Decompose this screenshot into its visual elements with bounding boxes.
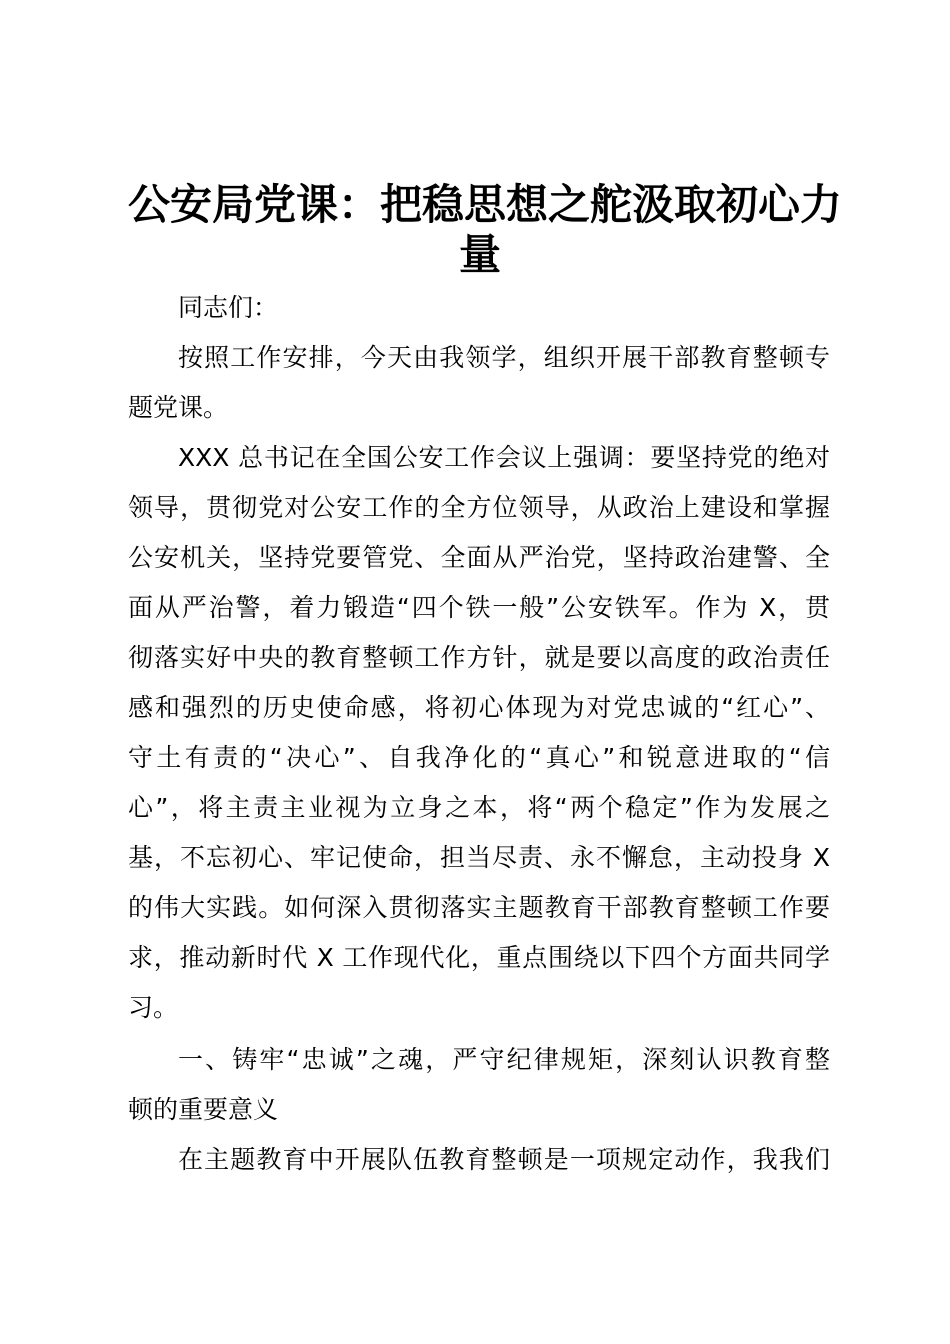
text-line: 彻落实好中央的教育整顿工作方针，就是要以高度的政治责任: [128, 643, 830, 672]
text-line: 习。: [128, 993, 179, 1022]
salutation-paragraph: [128, 283, 830, 333]
text-line: 领导，贯彻党对公安工作的全方位领导，从政治上建设和掌握: [128, 493, 830, 522]
text-line: 面从严治警，着力锻造“四个铁一般”公安铁军。作为 X，贯: [128, 593, 830, 622]
text-line: 题党课。: [128, 393, 229, 422]
section-heading: [128, 1035, 830, 1135]
text-line: 一、铸牢“忠诚”之魂，严守纪律规矩，深刻认识教育整: [178, 1045, 830, 1074]
title-line: 公安局党课：把稳思想之舵汲取初心力: [128, 180, 843, 229]
text-line: 守土有责的“决心”、自我净化的“真心”和锐意进取的“信: [128, 743, 830, 772]
text-line: 心”，将主责主业视为立身之本，将“两个稳定”作为发展之: [128, 793, 830, 822]
text-line: 按照工作安排，今天由我领学，组织开展干部教育整顿专: [178, 343, 830, 372]
main-paragraph: [128, 433, 830, 1033]
text-line: 同志们：: [178, 293, 279, 322]
text-line: 感和强烈的历史使命感，将初心体现为对党忠诚的“红心”、: [128, 693, 830, 722]
text-line: 在主题教育中开展队伍教育整顿是一项规定动作，我我们: [178, 1145, 830, 1174]
document-body: [128, 283, 830, 1185]
title-line: 量: [458, 230, 501, 279]
text-line: 顿的重要意义: [128, 1095, 279, 1124]
section-paragraph: [128, 1135, 830, 1185]
text-line: 基，不忘初心、牢记使命，担当尽责、永不懈怠，主动投身 X: [128, 843, 830, 872]
text-line: 的伟大实践。如何深入贯彻落实主题教育干部教育整顿工作要: [128, 893, 830, 922]
text-line: 公安机关，坚持党要管党、全面从严治党，坚持政治建警、全: [128, 543, 830, 572]
text-line: 求，推动新时代 X 工作现代化，重点围绕以下四个方面共同学: [128, 943, 830, 972]
document-title: [128, 180, 843, 280]
text-line: XXX 总书记在全国公安工作会议上强调：要坚持党的绝对: [178, 443, 830, 472]
intro-paragraph: [128, 333, 830, 433]
